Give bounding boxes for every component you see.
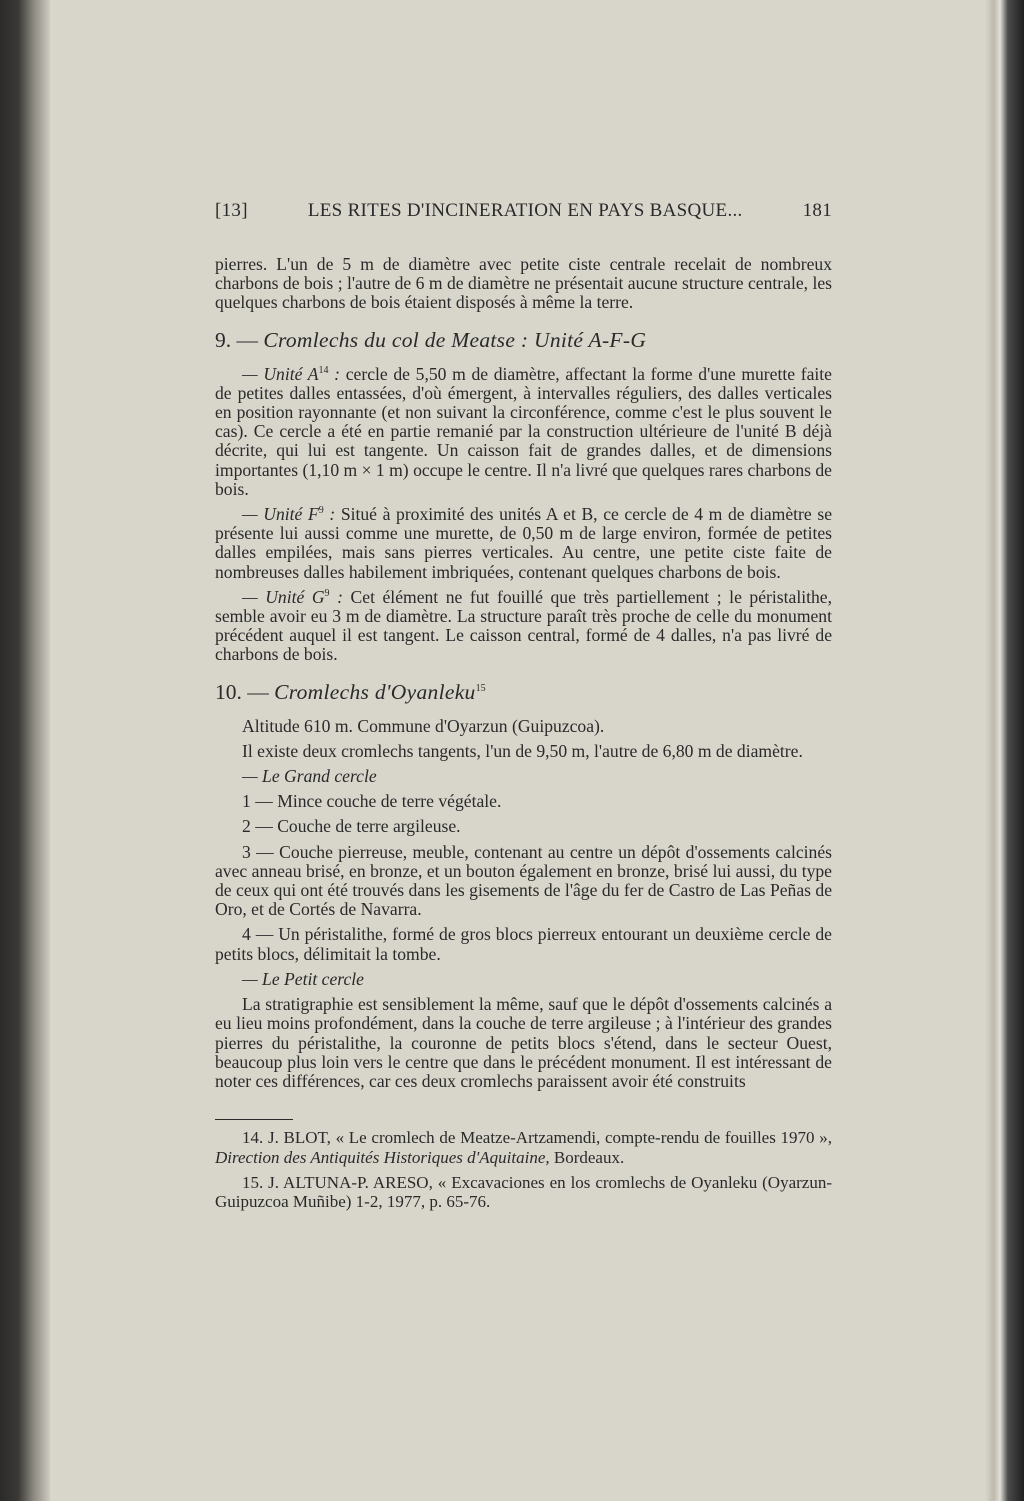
layer-item: 2 — Couche de terre argileuse.	[242, 816, 461, 837]
paragraph-text: Cet élément ne fut fouillé que très partiellement ; le péristalithe, semble avoir eu 3 m de diamètre. La structure paraît très proche de celle du monument précédent auquel il est tangent. Le caisson central, formé de 4 dalles, n'a pas livré de charbons de bois.	[215, 586, 832, 665]
subheading-petit-cercle	[215, 970, 832, 989]
paragraph: Altitude 610 m. Commune d'Oyarzun (Guipuzcoa).	[242, 715, 605, 736]
section-heading-9	[215, 328, 832, 352]
subheading-text: — Le Petit cercle	[242, 968, 364, 989]
unit-label: — Unité A	[242, 363, 319, 384]
paragraph-unite-a	[215, 365, 832, 499]
chapter-number: [13]	[215, 200, 248, 221]
layer-item: 4 — Un péristalithe, formé de gros blocs pierreux entourant un deuxième cercle de petits blocs, délimitait la tombe.	[215, 924, 832, 964]
paragraph: Il existe deux cromlechs tangents, l'un de 9,50 m, l'autre de 6,80 m de diamètre.	[242, 740, 803, 761]
footnote-14	[215, 1128, 832, 1167]
footnote-ref: 9	[324, 587, 330, 599]
colon: :	[329, 586, 343, 607]
layer-item: 3 — Couche pierreuse, meuble, contenant au centre un dépôt d'ossements calcinés avec anneau brisé, en bronze, et un bouton également en bronze, brisé lui aussi, du type de ceux qui ont été trouvés dans les gisements de l'âge du fer de Castro de Las Peñas de Oro, et de Cortés de Navarra.	[215, 841, 832, 920]
section-title: Cromlechs du col de Meatse : Unité A-F-G	[263, 327, 647, 352]
footnote-ref: 15	[475, 682, 486, 694]
page-number: 181	[802, 200, 832, 221]
colon: :	[328, 363, 341, 384]
footnote-15: 15. J. ALTUNA-P. ARESO, « Excavaciones en los cromlechs de Oyanleku (Oyarzun-Guipuzcoa Muñibe) 1-2, 1977, p. 65-76.	[215, 1172, 832, 1212]
page-edge	[986, 0, 1024, 1501]
section-title: Cromlechs d'Oyanleku	[274, 679, 476, 704]
footnote-ref: 14	[318, 364, 329, 376]
running-title: LES RITES D'INCINERATION EN PAYS BASQUE...	[307, 200, 743, 221]
section-number: 9. —	[215, 327, 258, 352]
running-header	[215, 200, 832, 222]
unit-label: — Unité F	[242, 504, 319, 525]
section-number: 10. —	[215, 679, 269, 704]
book-binding-shadow	[0, 0, 50, 1501]
footnote-title: Direction des Antiquités Historiques d'Aquitaine,	[215, 1147, 550, 1167]
layer-item: 1 — Mince couche de terre végétale.	[242, 791, 502, 812]
section-heading-10	[215, 680, 832, 704]
paragraph-text: cercle de 5,50 m de diamètre, affectant la forme d'une murette faite de petites dalles entassées, d'où émergent, à intervalles réguliers, des dalles verticales en position rayonnante (et non suivant la circonférence, comme c'est le plus souvent le cas). Ce cercle a été en partie remanié par la construction ultérieure de l'unité B déjà décrite, qui lui est tangente. Un caisson fait de grandes dalles, et de dimensions importantes (1,10 m × 1 m) occupe le centre. Il n'a livré que quelques rares charbons de bois.	[215, 363, 832, 499]
footnote-ref: 9	[318, 505, 324, 517]
paragraph: La stratigraphie est sensiblement la même, sauf que le dépôt d'ossements calcinés a eu lieu moins profondément, dans la couche de terre argileuse ; à l'intérieur des grandes pierres du péristalithe, la couronne de petits blocs s'étend, dans le secteur Ouest, beaucoup plus loin vers le centre que dans le précédent monument. Il est intéressant de noter ces différences, car ces deux cromlechs paraissent avoir été construits	[215, 994, 832, 1091]
unit-label: — Unité G	[242, 586, 325, 607]
paragraph-unite-g	[215, 588, 832, 665]
paragraph: pierres. L'un de 5 m de diamètre avec petite ciste centrale recelait de nombreux charbons de bois ; l'autre de 6 m de diamètre ne présentait aucune structure centrale, les quelques charbons de bois étaient disposés à même la terre.	[215, 254, 832, 313]
subheading-grand-cercle	[215, 767, 832, 786]
footnote-text: 14. J. BLOT, « Le cromlech de Meatze-Artzamendi, compte-rendu de fouilles 1970 »,	[242, 1128, 832, 1148]
paragraph-text: Situé à proximité des unités A et B, ce cercle de 4 m de diamètre se présente lui aussi comme une murette, de 0,50 m de large environ, formée de petites dalles empilées, mais sans pierres verticales. Au centre, une petite ciste faite de nombreuses dalles habilement imbriquées, contenant quelques charbons de bois.	[215, 504, 833, 582]
footnote-text: Bordeaux.	[549, 1147, 625, 1167]
subheading-text: — Le Grand cercle	[242, 766, 377, 787]
body-text	[215, 255, 832, 1218]
footnote-rule	[215, 1119, 293, 1120]
colon: :	[323, 504, 336, 525]
paragraph-unite-f	[215, 505, 832, 582]
